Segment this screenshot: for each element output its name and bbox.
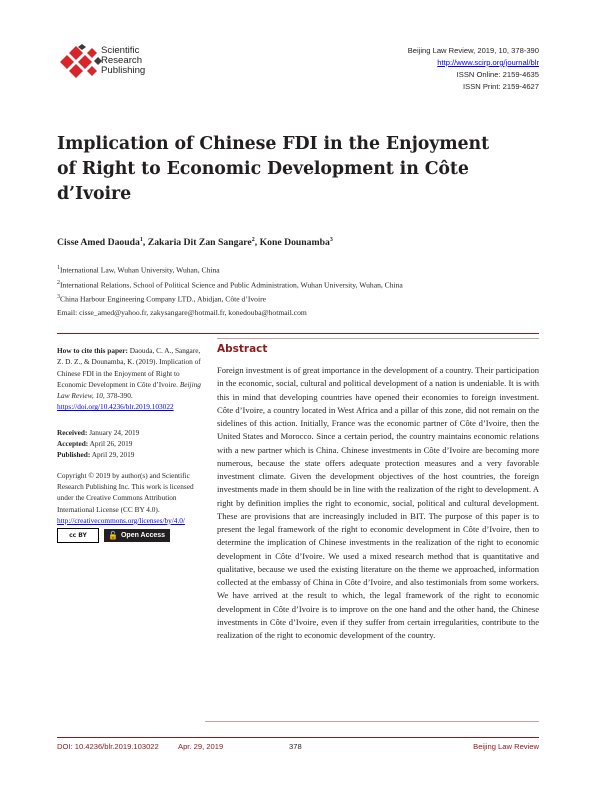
journal-info	[408, 45, 539, 93]
paper-title	[57, 132, 537, 207]
doi-link[interactable]: https://doi.org/10.4236/blr.2019.103022	[57, 402, 174, 412]
author-emails: Email: cisse_amed@yahoo.fr, zakysangare@hotmail.fr, konedouba@hotmail.com	[57, 307, 307, 317]
journal-citation: Beijing Law Review, 2019, 10, 378-390	[407, 46, 539, 55]
section-divider	[57, 333, 539, 334]
publisher-name-line: Research	[101, 55, 143, 66]
abstract-top-rule	[217, 338, 539, 339]
received-date: January 24, 2019	[89, 427, 140, 437]
title-line: d’Ivoire	[57, 184, 132, 204]
author-name: Cisse Amed Daouda	[57, 237, 140, 249]
how-to-cite-journal: Beijing Law Review, 10,	[57, 379, 201, 401]
how-to-cite-pages: 378-390.	[106, 391, 133, 401]
accepted-label: Accepted:	[57, 439, 89, 449]
author-sup: 1	[139, 237, 143, 243]
article-sidebar	[57, 345, 207, 543]
cc-badge-text: cc BY	[69, 532, 87, 539]
open-access-badge	[104, 529, 170, 542]
title-line: Implication of Chinese FDI in the Enjoyment	[57, 134, 490, 154]
open-lock-icon: 🔓	[108, 531, 118, 541]
footer-page-number: 378	[289, 742, 302, 751]
affiliation-sup: 1	[57, 265, 60, 271]
affiliation-item	[57, 277, 403, 292]
dates	[57, 427, 207, 461]
copyright	[57, 470, 207, 526]
license-badges	[57, 528, 207, 543]
title-line: of Right to Economic Development in Côte	[57, 159, 469, 179]
author-sup: 2	[251, 237, 255, 243]
publisher-name-line: Publishing	[101, 65, 146, 76]
how-to-cite-text: Daouda, C. A., Sangare, Z. D. Z., & Dounamba, K. (2019). Implication of Chinese FDI in the Enjoyment of Right to Economic Development in Côte d’Ivoire.	[57, 346, 201, 389]
how-to-cite	[57, 345, 207, 413]
how-to-cite-label: How to cite this paper:	[57, 346, 128, 355]
abstract-bottom-rule	[205, 721, 539, 722]
author-list: Cisse Amed Daouda$^1$, Zakaria Dit Zan Sangare$^2$, Kone Dounamba$^3$	[57, 237, 333, 249]
author-name: Zakaria Dit Zan Sangare	[147, 237, 252, 249]
author-name: Kone Dounamba	[259, 237, 330, 249]
affiliation-item	[57, 262, 403, 277]
received-label: Received:	[57, 427, 88, 437]
open-access-label: Open Access	[120, 532, 166, 540]
copyright-text: Copyright © 2019 by author(s) and Scientific Research Publishing Inc. This work is licensed under the Creative Commons Attribution International License (CC BY 4.0).	[57, 470, 194, 514]
affiliation-item	[57, 291, 403, 306]
abstract-text: Foreign investment is of great importance in the development of a country. Their participation in the economic, social, cultural and political development of a nation is undeniable. It is with this in mind that developing countries have opened their economies to foreign investment. Côte d’Ivoire, a country located in West Africa and a pillar of this zone, did not remain on the sidelines of this action. Initially, France was the economic partner of Côte d’Ivoire, then the United States and Morocco. Since a certain period, the country maintains economic relations with a new partner which is China. Chinese investments in Côte d’Ivoire are becoming more numerous, because the state offers adequate protection measures and a very favorable investment climate. Given the development objectives of the host countries, the foreign investments made in them should be in line with the realization of the right to development. A right by definition implies the right to economic, social, political and cultural development. These are provisions that are increasingly included in BIT. The purpose of this paper is to present the legal framework of the right to economic development in Côte d’Ivoire, then to determine the implication of Chinese investments in the realization of the right to economic development in Côte d’Ivoire. We used a mixed research method that is quantitative and qualitative, because we used the existing literature on the theme we approached, information collected at the embassy of China in Côte d’Ivoire, and also testimonials from some workers. We have arrived at the result to which, the legal framework of the right to economic development in Côte d’Ivoire is to improve on the one hand and the other hand, the Chinese investments in Côte d’Ivoire, even if they suffer from certain irregularities, contribute to the realization of the right to economic development of the country.	[217, 365, 539, 640]
affiliation-sup: 3	[57, 294, 60, 301]
published-label: Published:	[57, 450, 91, 460]
author-sup: 3	[329, 237, 333, 243]
publisher-name-line: Scientific	[101, 45, 140, 56]
journal-url-link[interactable]: http://www.scirp.org/journal/blr	[437, 58, 539, 67]
license-link[interactable]: http://creativecommons.org/licenses/by/4.0/	[57, 515, 185, 525]
footer-doi: DOI: 10.4236/blr.2019.103022	[57, 742, 159, 751]
issn-print: ISSN Print: 2159-4627	[463, 82, 539, 91]
affiliations	[57, 262, 403, 319]
published-date: April 29, 2019	[91, 450, 135, 460]
footer-date: Apr. 29, 2019	[178, 742, 224, 751]
cc-by-badge[interactable]	[57, 528, 99, 543]
abstract-heading: Abstract	[217, 343, 268, 355]
footer-rule	[57, 737, 539, 738]
publisher-name	[101, 46, 145, 76]
affiliation-text: International Law, Wuhan University, Wuhan, China	[60, 265, 220, 275]
accepted-date: April 26, 2019	[89, 439, 133, 449]
affiliation-text: China Harbour Engineering Company LTD., Abidjan, Côte d’Ivoire	[60, 294, 266, 304]
issn-online: ISSN Online: 2159-4635	[456, 70, 539, 79]
affiliation-sup: 2	[57, 279, 60, 286]
affiliation-text: International Relations, School of Political Science and Public Administration, Wuhan University, Wuhan, China	[60, 280, 403, 290]
footer-journal: Beijing Law Review	[473, 742, 539, 751]
